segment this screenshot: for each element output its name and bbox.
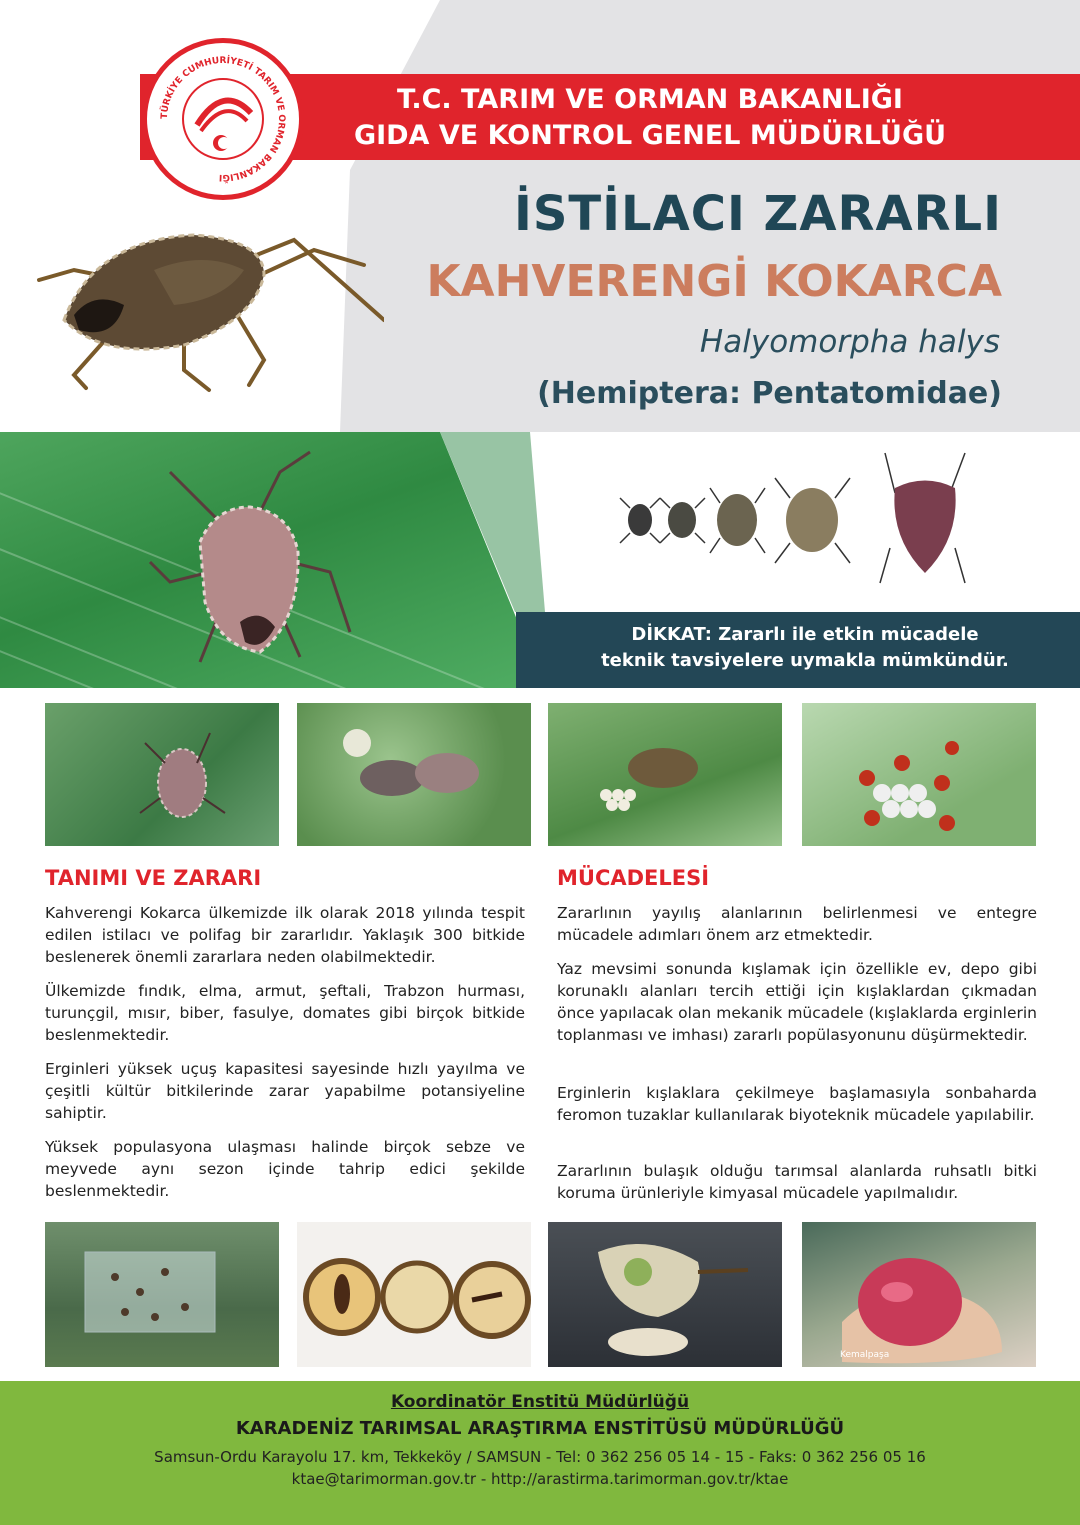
description-paragraph-3: Erginleri yüksek uçuş kapasitesi sayesinde hızlı yayılma ve çeşitli kültür bitkilerinde zarar yapabilme potansiyeline sahiptir. xyxy=(45,1060,525,1122)
photo-damaged-peach xyxy=(802,1222,1036,1367)
footer-address: Samsun-Ordu Karayolu 17. km, Tekkeköy / SAMSUN - Tel: 0 362 256 05 14 - 15 - Faks: 0 362 256 05 16 xyxy=(154,1448,926,1466)
control-paragraph-3: Erginlerin kışlaklara çekilmeye başlamasıyla sonbaharda feromon tuzaklar kullanılarak biyoteknik mücadele yapılabilir. xyxy=(557,1084,1037,1124)
footer-contact[interactable]: ktae@tarimorman.gov.tr - http://arastirma.tarimorman.gov.tr/ktae xyxy=(291,1470,789,1488)
main-title: İSTİLACI ZARARLI xyxy=(513,186,1002,242)
description-paragraph-2: Ülkemizde fındık, elma, armut, şeftali, Trabzon hurması, turunçgil, mısır, biber, fasulye, domates gibi birçok bitkide beslenmektedir. xyxy=(45,982,525,1044)
description-paragraph-4: Yüksek populasyona ulaşması halinde birçok sebze ve meyvede aynı sezon içinde tahrip edici şekilde beslenmektedir. xyxy=(45,1138,525,1200)
warning-notice-line-1: DİKKAT: Zararlı ile etkin mücadele xyxy=(631,624,979,645)
control-paragraph-1: Zararlının yayılış alanlarının belirlenmesi ve entegre mücadele adımları önem arz etmektedir. xyxy=(557,904,1037,944)
seal-ring-text: TÜRKİYE CUMHURİYETİ TARIM VE ORMAN BAKANLIĞI xyxy=(159,55,287,183)
footer-coordinator: Koordinatör Enstitü Müdürlüğü xyxy=(390,1392,690,1412)
section-heading-control: MÜCADELESİ xyxy=(557,866,710,890)
photo-bug-with-eggs xyxy=(548,703,782,846)
photo-bug-on-leaf xyxy=(45,703,279,846)
photo-damaged-pear xyxy=(548,1222,782,1367)
photo-egg-mass-nymphs xyxy=(802,703,1036,846)
scientific-name: Halyomorpha halys xyxy=(699,324,1000,360)
ministry-line-1: T.C. TARIM VE ORMAN BAKANLIĞI xyxy=(397,84,903,115)
pest-name-title: KAHVERENGİ KOKARCA xyxy=(426,256,1002,307)
control-paragraph-4: Zararlının bulaşık olduğu tarımsal alanlarda ruhsatlı bitki koruma ürünleriyle kimyasal mücadele yapılmalıdır. xyxy=(557,1162,1037,1202)
footer-institute: KARADENİZ TARIMSAL ARAŞTIRMA ENSTİTÜSÜ MÜDÜRLÜĞÜ xyxy=(235,1418,845,1439)
control-paragraph-2: Yaz mevsimi sonunda kışlamak için özellikle ev, depo gibi korunaklı alanları tercih ettiği için kışlaklardan çıkmadan önce yapılacak olan mekanik mücadele (kışlaklarda erginlerin toplanması ve imhası) zararlı popülasyonunu düşürmektedir. xyxy=(557,960,1037,1044)
photo-mating-bugs xyxy=(297,703,531,846)
description-paragraph-1: Kahverengi Kokarca ülkemizde ilk olarak 2018 yılında tespit edilen istilacı ve polifag bir zararlıdır. Yaklaşık 300 bitkide beslenerek önemli zararlara neden olabilmektedir. xyxy=(45,904,525,966)
svg-text:TÜRKİYE CUMHURİYETİ TARIM VE O xyxy=(159,55,286,184)
ministry-seal-logo xyxy=(142,38,304,200)
life-stages-image xyxy=(615,448,990,598)
ministry-line-2: GIDA VE KONTROL GENEL MÜDÜRLÜĞÜ xyxy=(353,120,947,151)
section-heading-description: TANIMI VE ZARARI xyxy=(45,866,262,890)
photo-credit-text: Kemalpaşa xyxy=(840,1350,890,1360)
taxonomic-order: (Hemiptera: Pentatomidae) xyxy=(537,376,1002,411)
photo-damaged-hazelnuts xyxy=(297,1222,531,1367)
adult-stink-bug-image xyxy=(34,210,384,400)
photo-sticky-trap xyxy=(45,1222,279,1367)
warning-notice-line-2: teknik tavsiyelere uymakla mümkündür. xyxy=(601,650,1009,671)
